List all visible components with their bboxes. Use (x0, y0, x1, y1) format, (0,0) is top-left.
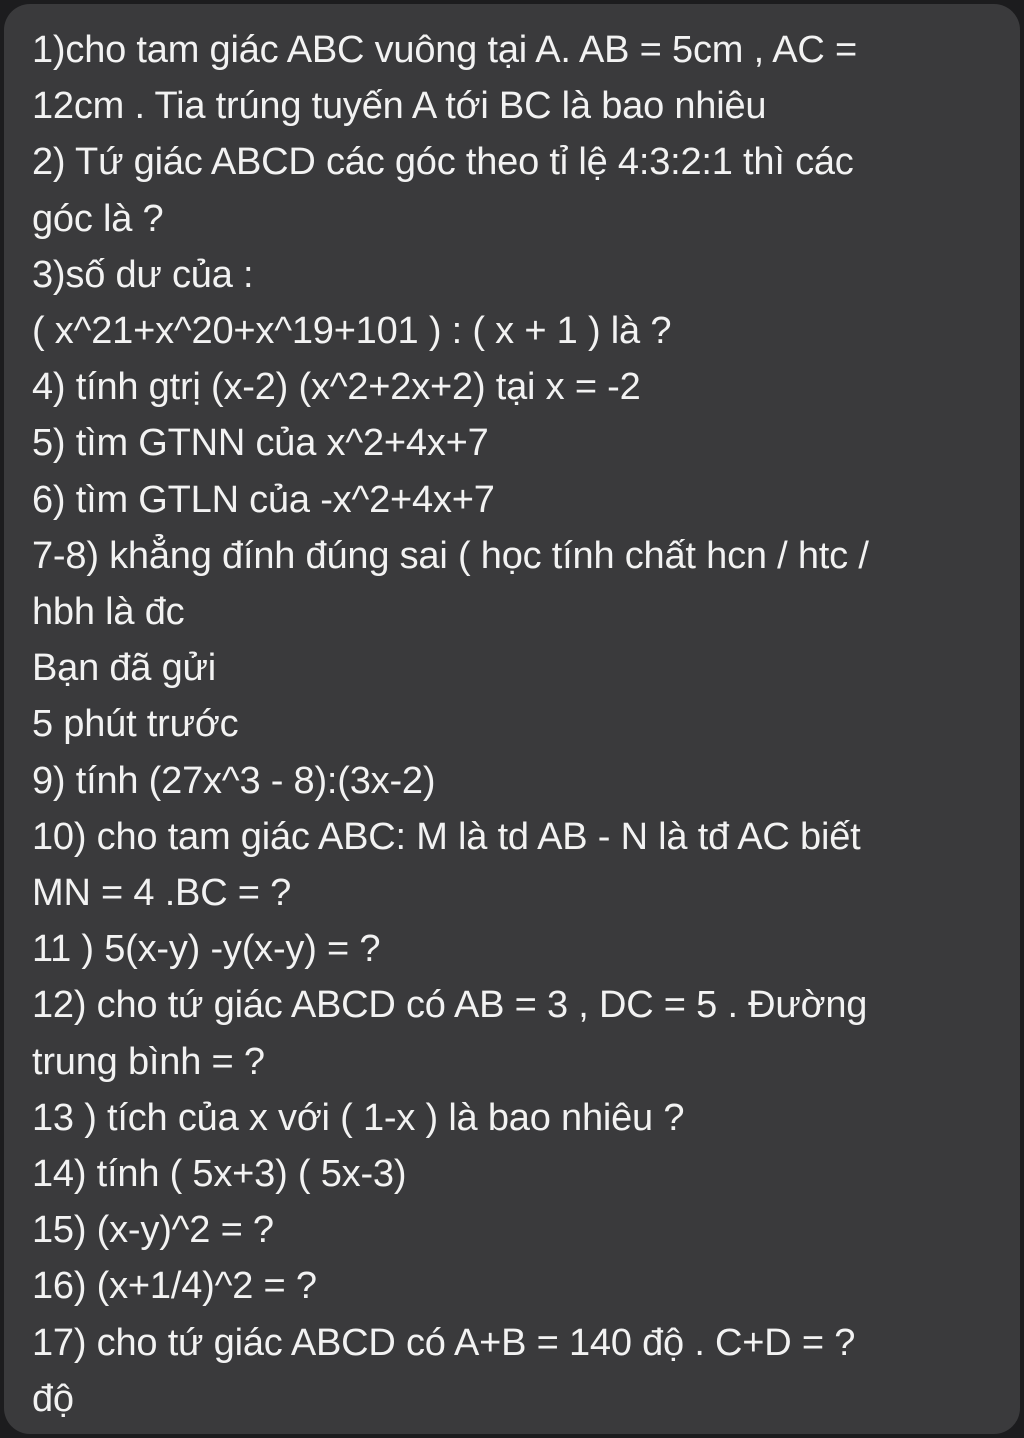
message-line: 9) tính (27x^3 - 8):(3x-2) (32, 759, 436, 802)
message-line: 10) cho tam giác ABC: M là td AB - N là tđ AC biết (32, 815, 861, 858)
message-line: 5) tìm GTNN của x^2+4x+7 (32, 422, 489, 465)
message-line: 7-8) khẳng đính đúng sai ( học tính chất hcn / htc / (32, 534, 869, 577)
message-line: hbh là đc (32, 591, 185, 634)
message-line: 12) cho tứ giác ABCD có AB = 3 , DC = 5 . Đường (32, 984, 868, 1027)
message-line: 3)số dư của : (32, 253, 254, 296)
sender-label: Bạn đã gửi (32, 647, 217, 690)
timestamp: 5 phút trước (32, 703, 239, 746)
message-line: góc là ? (32, 197, 164, 240)
message-line: 16) (x+1/4)^2 = ? (32, 1265, 317, 1308)
message-line: 4) tính gtrị (x-2) (x^2+2x+2) tại x = -2 (32, 366, 641, 409)
message-line: 11 ) 5(x-y) -y(x-y) = ? (32, 928, 381, 971)
message-line: 15) (x-y)^2 = ? (32, 1209, 274, 1252)
message-line: 17) cho tứ giác ABCD có A+B = 140 độ . C+D = ? (32, 1321, 856, 1364)
message-line: ( x^21+x^20+x^19+101 ) : ( x + 1 ) là ? (32, 310, 672, 353)
message-line: 12cm . Tia trúng tuyến A tới BC là bao nhiêu (32, 85, 767, 128)
message-line: MN = 4 .BC = ? (32, 872, 292, 915)
message-line: 2) Tứ giác ABCD các góc theo tỉ lệ 4:3:2:1 thì các (32, 141, 854, 184)
message-line: 13 ) tích của x với ( 1-x ) là bao nhiêu ? (32, 1096, 685, 1139)
message-line: 14) tính ( 5x+3) ( 5x-3) (32, 1153, 407, 1196)
message-bubble[interactable] (4, 4, 1020, 1434)
message-line: 1)cho tam giác ABC vuông tại A. AB = 5cm , AC = (32, 29, 857, 71)
message-line: 6) tìm GTLN của -x^2+4x+7 (32, 478, 495, 521)
message-line: độ (32, 1377, 74, 1420)
message-line: trung bình = ? (32, 1040, 265, 1083)
